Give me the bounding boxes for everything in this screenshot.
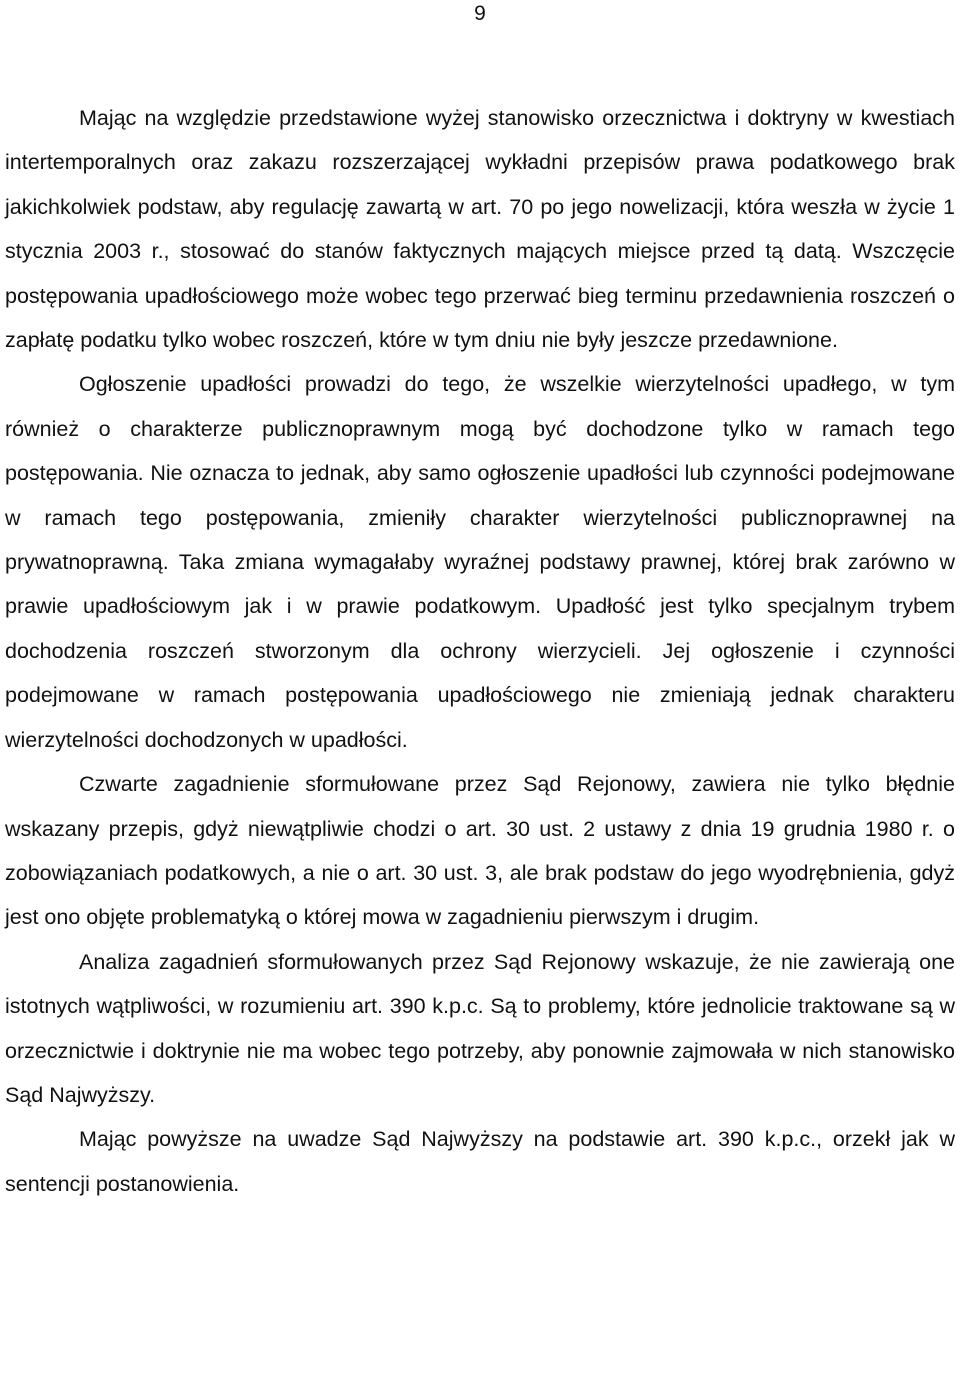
paragraph-1: Mając na względzie przedstawione wyżej stanowisko orzecznictwa i doktryny w kwestiach intertemporalnych oraz zakazu rozszerzającej wykładni przepisów prawa podatkowego brak jakichkolwiek podstaw, aby regulację zawartą w art. 70 po jego nowelizacji, która weszła w życie 1 stycznia 2003 r., stosować do stanów faktycznych mających miejsce przed tą datą. Wszczęcie postępowania upadłościowego może wobec tego przerwać bieg terminu przedawnienia roszczeń o zapłatę podatku tylko wobec roszczeń, które w tym dniu nie były jeszcze przedawnione. — [5, 106, 955, 353]
document-body — [5, 96, 955, 1206]
paragraph-3: Czwarte zagadnienie sformułowane przez Sąd Rejonowy, zawiera nie tylko błędnie wskazany przepis, gdyż niewątpliwie chodzi o art. 30 ust. 2 ustawy z dnia 19 grudnia 1980 r. o zobowiązaniach podatkowych, a nie o art. 30 ust. 3, ale brak podstaw do jego wyodrębnienia, gdyż jest ono objęte problematyką o której mowa w zagadnieniu pierwszym i drugim. — [5, 772, 955, 930]
paragraph-2: Ogłoszenie upadłości prowadzi do tego, że wszelkie wierzytelności upadłego, w tym również o charakterze publicznoprawnym mogą być dochodzone tylko w ramach tego postępowania. Nie oznacza to jednak, aby samo ogłoszenie upadłości lub czynności podejmowane w ramach tego postępowania, zmieniły charakter wierzytelności publicznoprawnej na prywatnoprawną. Taka zmiana wymagałaby wyraźnej podstawy prawnej, której brak zarówno w prawie upadłościowym jak i w prawie podatkowym. Upadłość jest tylko specjalnym trybem dochodzenia roszczeń stworzonym dla ochrony wierzycieli. Jej ogłoszenie i czynności podejmowane w ramach postępowania upadłościowego nie zmieniają jednak charakteru wierzytelności dochodzonych w upadłości. — [5, 372, 955, 752]
paragraph-4: Analiza zagadnień sformułowanych przez Sąd Rejonowy wskazuje, że nie zawierają one istotnych wątpliwości, w rozumieniu art. 390 k.p.c. Są to problemy, które jednolicie traktowane są w orzecznictwie i doktrynie nie ma wobec tego potrzeby, aby ponownie zajmowała w nich stanowisko Sąd Najwyższy. — [5, 949, 955, 1107]
paragraph-5: Mając powyższe na uwadze Sąd Najwyższy na podstawie art. 390 k.p.c., orzekł jak w sentencji postanowienia. — [5, 1127, 955, 1196]
page-number: 9 — [474, 2, 486, 25]
